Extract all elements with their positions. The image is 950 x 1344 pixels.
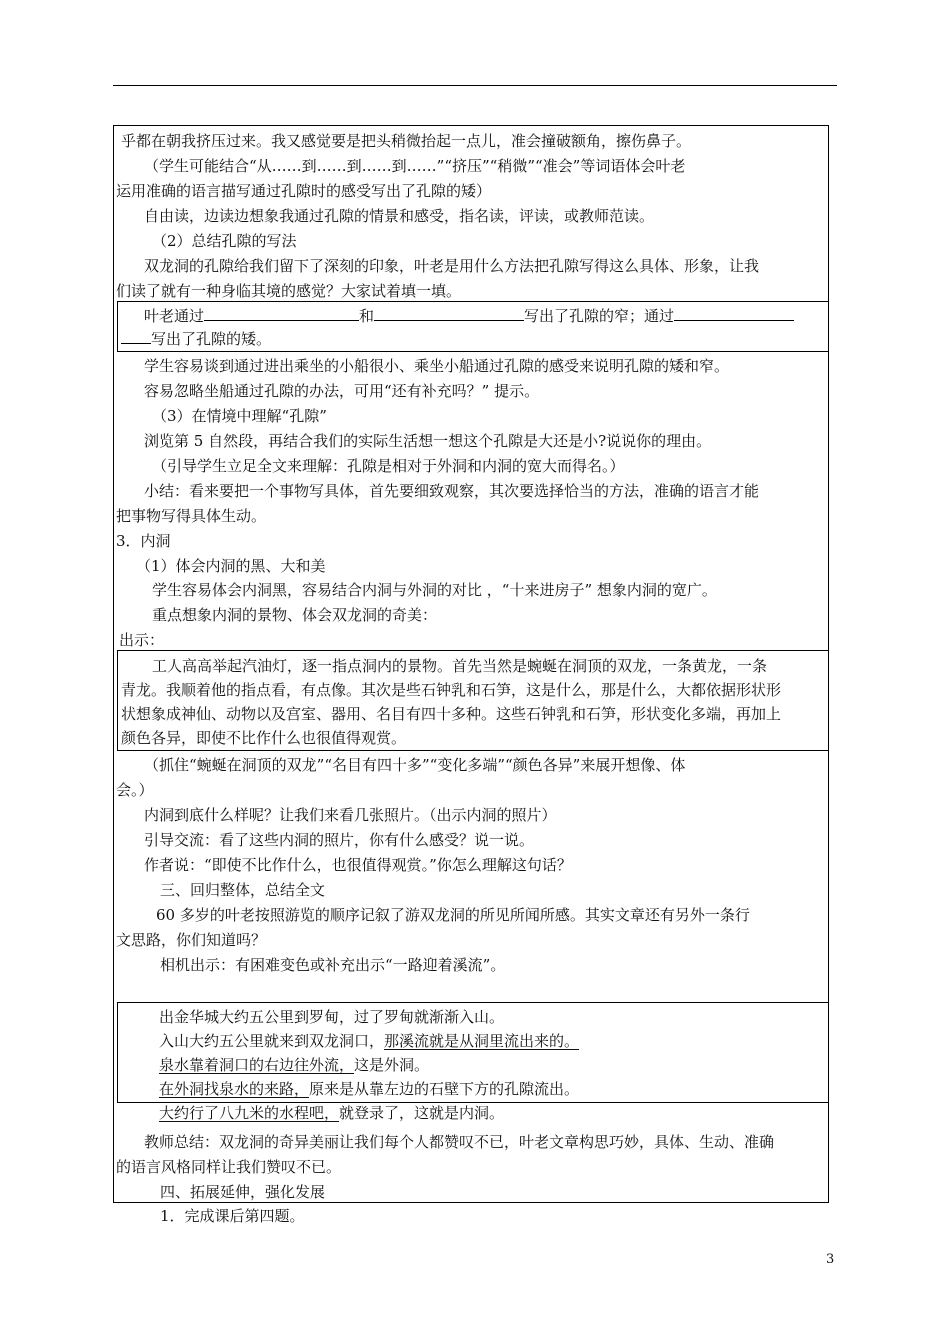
section-heading: 四、拓展延伸，强化发展 <box>160 1183 326 1201</box>
text-line: （学生可能结合“从……到……到……到……”“挤压”“稍微”“准会”等词语体会叶老 <box>144 157 686 175</box>
text-line: 浏览第 5 自然段，再结合我们的实际生活想一想这个孔隙是大还是小?说说你的理由。 <box>144 432 712 450</box>
fill-in-text: 叶老通过 <box>144 307 205 325</box>
blank-field[interactable] <box>674 306 794 321</box>
fill-in-text: 写出了孔隙的窄；通过 <box>524 307 675 325</box>
text-line: 60 多岁的叶老按照游览的顺序记叙了游双龙洞的所见所闻所感。其实文章还有另外一条行 <box>156 906 750 924</box>
quote-line: 状想象成神仙、动物以及宫室、器用、名目有四十多种。这些石钟乳和石笋，形状变化多端，再加上 <box>121 705 782 723</box>
route-text-underlined: 在外洞找泉水的来路， <box>159 1080 310 1098</box>
route-text: 入山大约五公里就来到双龙洞口， <box>159 1032 385 1050</box>
route-text-underlined: 泉水靠着洞口的右边往外流， <box>159 1056 355 1074</box>
text-line: 乎都在朝我挤压过来。我又感觉要是把头稍微抬起一点儿，准会撞破额角，擦伤鼻子。 <box>121 132 692 150</box>
fill-in-text: 写出了孔隙的矮。 <box>151 330 272 348</box>
text-line: 们读了就有一种身临其境的感觉？大家试着填一填。 <box>116 282 462 300</box>
route-line: 出金华城大约五公里到罗甸，过了罗甸就渐渐入山。 <box>159 1008 505 1026</box>
text-line: 运用准确的语言描写通过孔隙时的感受写出了孔隙的矮） <box>116 182 492 200</box>
fill-in-text: 和 <box>359 307 375 325</box>
header-rule <box>113 85 837 86</box>
text-line: 把事物写得具体生动。 <box>116 507 267 525</box>
text-line: 的语言风格同样让我们赞叹不已。 <box>116 1158 342 1176</box>
route-text: 原来是从靠左边的石壁下方的孔隙流出。 <box>309 1080 580 1098</box>
text-line: 1．完成课后第四题。 <box>160 1207 305 1225</box>
text-line: 双龙洞的孔隙给我们留下了深刻的印象，叶老是用什么方法把孔隙写得这么具体、形象，让我 <box>144 257 760 275</box>
quote-line: 工人高高举起汽油灯，逐一指点洞内的景物。首先当然是蜿蜒在洞顶的双龙，一条黄龙，一条 <box>152 657 768 675</box>
section-heading: （3）在情境中理解“孔隙” <box>152 407 327 425</box>
route-line <box>159 1103 504 1125</box>
text-line: 学生容易体会内洞黑，容易结合内洞与外洞的对比 ，“十来进房子” 想象内洞的宽广。 <box>152 581 717 599</box>
text-line: 出示： <box>119 631 165 649</box>
section-heading: （1）体会内洞的黑、大和美 <box>136 557 326 575</box>
route-text-underlined: 大约行了八九米的水程吧， <box>159 1104 340 1122</box>
route-text: 这是外洞。 <box>354 1056 430 1074</box>
blank-field[interactable] <box>204 306 359 321</box>
route-text: 就登录了，这就是内洞。 <box>339 1104 505 1122</box>
text-line: 小结：看来要把一个事物写具体，首先要细致观察，其次要选择恰当的方法，准确的语言才能 <box>144 482 760 500</box>
text-line: 容易忽略坐船通过孔隙的办法，可用“还有补充吗？” 提示。 <box>144 382 540 400</box>
text-line: 学生容易谈到通过进出乘坐的小船很小、乘坐小船通过孔隙的感受来说明孔隙的矮和窄。 <box>144 357 730 375</box>
section-heading: （2）总结孔隙的写法 <box>152 232 297 250</box>
text-line: 作者说：“即使不比作什么，也很值得观赏。”你怎么理解这句话？ <box>144 856 572 874</box>
route-line <box>159 1079 579 1101</box>
quote-line: 青龙。我顺着他的指点看，有点像。其次是些石钟乳和石笋，这是什么，那是什么，大都依据形状形 <box>121 681 782 699</box>
fill-in-line <box>144 306 794 328</box>
quote-line: 颜色各异，即使不比作什么也很值得观赏。 <box>121 729 407 747</box>
text-line: 会。） <box>116 781 154 799</box>
text-line: 相机出示：有困难变色或补充出示“一路迎着溪流”。 <box>160 956 506 974</box>
text-line: （抓住“蜿蜒在洞顶的双龙”“名目有四十多”“变化多端”“颜色各异”来展开想像、体 <box>144 756 686 774</box>
page-number: 3 <box>826 1252 835 1267</box>
text-line: 文思路，你们知道吗？ <box>116 931 267 949</box>
blank-field[interactable] <box>121 329 151 344</box>
text-line: （引导学生立足全文来理解：孔隙是相对于外洞和内洞的宽大而得名。） <box>152 457 625 475</box>
text-line: 自由读，边读边想象我通过孔隙的情景和感受，指名读，评读，或教师范读。 <box>144 207 655 225</box>
text-line: 教师总结：双龙洞的奇异美丽让我们每个人都赞叹不已，叶老文章构思巧妙，具体、生动、准确 <box>144 1133 775 1151</box>
route-line <box>159 1031 579 1053</box>
route-text-underlined: 那溪流就是从洞里流出来的。 <box>384 1032 580 1050</box>
text-line: 内洞到底什么样呢？让我们来看几张照片。（出示内洞的照片） <box>144 806 557 824</box>
text-line: 引导交流：看了这些内洞的照片，你有什么感受？说一说。 <box>144 831 535 849</box>
section-heading: 3．内洞 <box>116 532 171 550</box>
fill-in-line <box>121 329 271 351</box>
route-line <box>159 1055 429 1077</box>
blank-field[interactable] <box>374 306 524 321</box>
section-heading: 三、回归整体，总结全文 <box>160 881 326 899</box>
text-line: 重点想象内洞的景物、体会双龙洞的奇美： <box>152 606 438 624</box>
